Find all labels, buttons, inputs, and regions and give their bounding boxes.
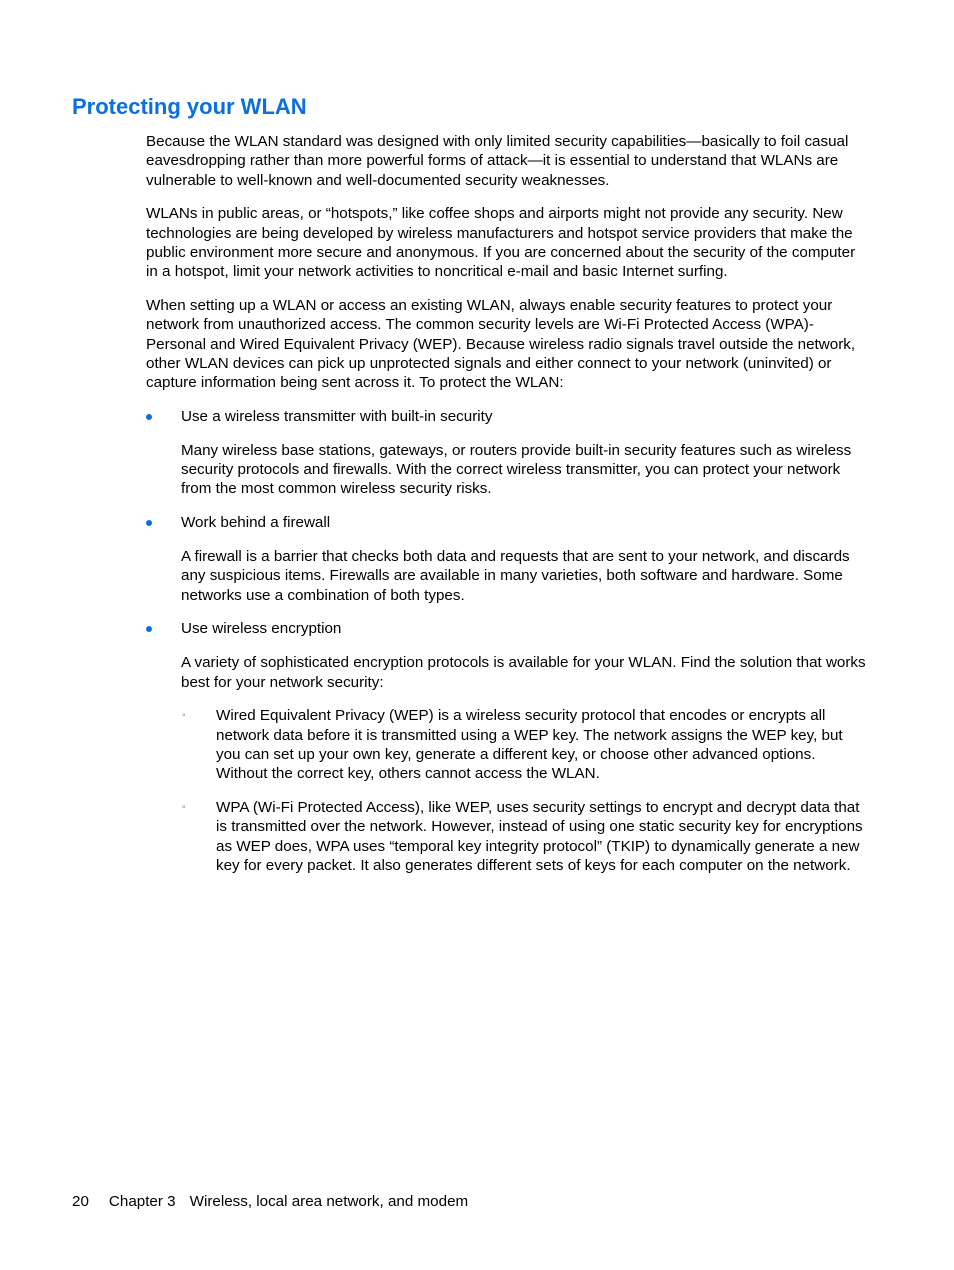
bullet-dot-icon [146,520,152,526]
chapter-label: Chapter 3 [108,1193,176,1210]
page-title: Protecting your WLAN [72,94,307,119]
bullet-text: A variety of sophisticated encryption protocols is available for your WLAN. Find the solution that works best for your network security: [181,654,866,691]
main-content [146,132,870,890]
bullet-text: Many wireless base stations, gateways, or routers provide built-in security features such as wireless security protocols and firewalls. With the correct wireless transmitter, you can protect your network from the most common wireless security risks. [181,441,852,498]
bullet-dot-icon [146,414,152,420]
bullet-dot-icon [146,626,152,632]
bullet-item-encryption [146,619,870,875]
sub-item-wpa [181,798,870,875]
bullet-item-transmitter [146,407,870,499]
bullet-heading: Use wireless encryption [181,620,342,638]
intro-paragraph-1: Because the WLAN standard was designed with only limited security capabilities—basically to foil casual eavesdropping rather than more powerful forms of attack—it is essential to understand that WLANs are vulnerable to well-known and well-documented security weaknesses. [146,133,849,189]
page-number: 20 [72,1193,89,1210]
chapter-title: Wireless, local area network, and modem [189,1193,469,1210]
bullet-heading: Work behind a firewall [181,514,331,532]
bullet-item-firewall [146,513,870,605]
bullet-text: A firewall is a barrier that checks both data and requests that are sent to your network, and discards any suspicious items. Firewalls are available in many varieties, both software and hardware. Some networks use a combination of both types. [181,548,850,604]
intro-paragraph-2: WLANs in public areas, or “hotspots,” like coffee shops and airports might not provide any security. New technologies are being developed by wireless manufacturers and hotspot service providers that make the public environment more secure and anonymous. If you are concerned about the security of the computer in a hotspot, limit your network activities to noncritical e-mail and basic Internet surfing. [146,205,856,281]
bullet-heading: Use a wireless transmitter with built-in security [181,408,493,426]
sub-item-text: WPA (Wi-Fi Protected Access), like WEP, uses security settings to encrypt and decrypt data that is transmitted over the network. However, instead of using one static security key for encryptions as WEP does, WPA uses “temporal key integrity protocol” (TKIP) to dynamically generate a new key for every packet. It also generates different sets of keys for each computer on the network. [216,799,863,874]
sub-bullet-ring-icon: ◦ [182,802,186,814]
sub-bullet-ring-icon: ◦ [182,710,186,722]
page-footer [72,1192,468,1212]
sub-item-wep [181,706,870,783]
intro-paragraph-3: When setting up a WLAN or access an existing WLAN, always enable security features to protect your network from unauthorized access. The common security levels are Wi-Fi Protected Access (WPA)-Personal and Wired Equivalent Privacy (WEP). Because wireless radio signals travel outside the network, other WLAN devices can pick up unprotected signals and either connect to your network (uninvited) or capture information being sent across it. To protect the WLAN: [146,297,856,392]
sub-item-text: Wired Equivalent Privacy (WEP) is a wireless security protocol that encodes or encrypts all network data before it is transmitted using a WEP key. The network assigns the WEP key, but you can set up your own key, generate a different key, or choose other advanced options. Without the correct key, others cannot access the WLAN. [216,707,843,783]
